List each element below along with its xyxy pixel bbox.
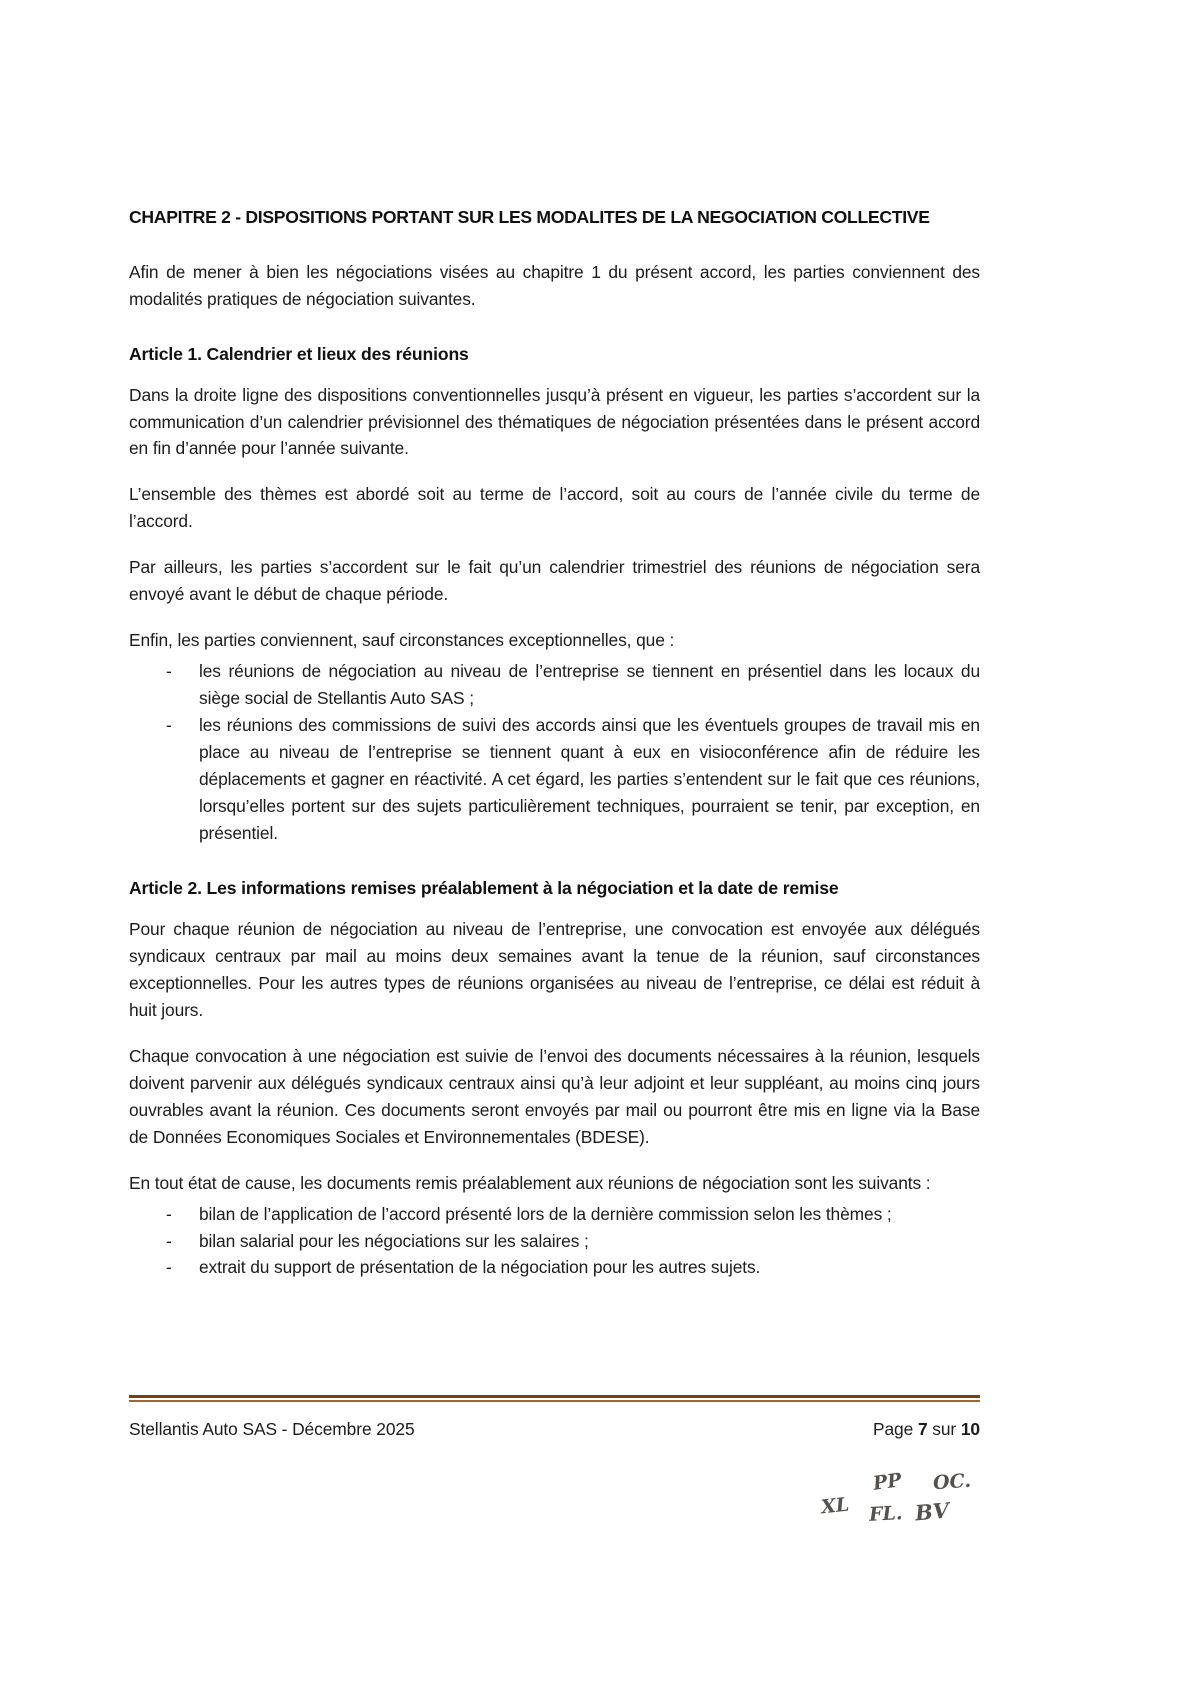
dash-marker: - xyxy=(166,661,172,682)
article-2-list-intro: En tout état de cause, les documents remis préalablement aux réunions de négociation sont les suivants : xyxy=(129,1172,931,1193)
handwritten-initial-fl: FL. xyxy=(868,1502,904,1526)
list-item-text: les réunions de négociation au niveau de l’entreprise se tiennent en présentiel dans les locaux du siège social de Stellantis Auto SAS ; xyxy=(199,661,980,709)
handwritten-initial-xl: XL xyxy=(819,1493,851,1519)
footer-company-date: Stellantis Auto SAS - Décembre 2025 xyxy=(129,1419,415,1439)
article-2-paragraph-1: Pour chaque réunion de négociation au niveau de l’entreprise, une convocation est envoyée aux délégués syndicaux centraux par mail au moins deux semaines avant la tenue de la réunion, sauf circonstances exceptionnelles. Pour les autres types de réunions organisées au niveau de l’entreprise, ce délai est réduit à huit jours. xyxy=(129,918,980,1020)
article-1-list xyxy=(129,658,980,847)
handwritten-initials-annotation xyxy=(815,1455,1045,1545)
footer-rule-light xyxy=(129,1400,980,1402)
footer-total-pages: 10 xyxy=(960,1419,980,1439)
footer-page-number: 7 xyxy=(917,1419,928,1439)
footer-of-label: sur xyxy=(932,1419,957,1439)
dash-marker: - xyxy=(166,1257,172,1278)
dash-marker: - xyxy=(166,715,172,736)
list-item-text: bilan salarial pour les négociations sur les salaires ; xyxy=(199,1230,589,1251)
list-item xyxy=(129,1254,980,1281)
intro-paragraph: Afin de mener à bien les négociations visées au chapitre 1 du présent accord, les parties conviennent des modalités pratiques de négociation suivantes. xyxy=(129,261,980,309)
list-item xyxy=(129,1201,980,1228)
list-item-text: les réunions des commissions de suivi des accords ainsi que les éventuels groupes de travail mis en place au niveau de l’entreprise se tiennent quant à eux en visioconférence afin de réduire les déplacements et gagner en réactivité. A cet égard, les parties s’entendent sur le fait que ces réunions, lorsqu’elles portent sur des sujets particulièrement techniques, pourraient se tenir, par exception, en présentiel. xyxy=(199,715,980,844)
list-item xyxy=(129,712,980,847)
article-1-list-intro: Enfin, les parties conviennent, sauf circonstances exceptionnelles, que : xyxy=(129,630,675,651)
footer-pagination xyxy=(873,1419,980,1440)
list-item xyxy=(129,658,980,712)
dash-marker: - xyxy=(166,1203,172,1224)
article-1-title: Article 1. Calendrier et lieux des réunions xyxy=(129,343,469,364)
article-2-title: Article 2. Les informations remises préalablement à la négociation et la date de remise xyxy=(129,878,839,899)
article-1-paragraph-2: L’ensemble des thèmes est abordé soit au terme de l’accord, soit au cours de l’année civile du terme de l’accord. xyxy=(129,484,980,532)
chapter-title: CHAPITRE 2 - DISPOSITIONS PORTANT SUR LES MODALITES DE LA NEGOCIATION COLLECTIVE xyxy=(129,207,930,227)
handwritten-initial-bv: BV xyxy=(913,1497,951,1526)
dash-marker: - xyxy=(166,1230,172,1251)
article-1-paragraph-1: Dans la droite ligne des dispositions conventionnelles jusqu’à présent en vigueur, les parties s’accordent sur la communication d’un calendrier prévisionnel des thématiques de négociation présentées dans le présent accord en fin d’année pour l’année suivante. xyxy=(129,384,980,459)
article-2-paragraph-2: Chaque convocation à une négociation est suivie de l’envoi des documents nécessaires à la réunion, lesquels doivent parvenir aux délégués syndicaux centraux ainsi qu’à leur adjoint et leur suppléant, au moins cinq jours ouvrables avant la réunion. Ces documents seront envoyés par mail ou pourront être mis en ligne via la Base de Données Economiques Sociales et Environnementales (BDESE). xyxy=(129,1045,980,1147)
footer-page-label: Page xyxy=(872,1419,914,1439)
list-item-text: extrait du support de présentation de la négociation pour les autres sujets. xyxy=(199,1257,761,1278)
footer-row xyxy=(129,1419,980,1440)
list-item-text: bilan de l’application de l’accord présenté lors de la dernière commission selon les thèmes ; xyxy=(199,1203,892,1224)
handwritten-initial-oc: OC. xyxy=(932,1469,972,1495)
article-1-paragraph-3: Par ailleurs, les parties s’accordent sur le fait qu’un calendrier trimestriel des réunions de négociation sera envoyé avant le début de chaque période. xyxy=(129,557,980,605)
article-2-list xyxy=(129,1201,980,1282)
handwritten-initial-pp: PP xyxy=(871,1469,903,1495)
document-body xyxy=(129,206,980,1300)
list-item xyxy=(129,1228,980,1255)
page-footer xyxy=(129,1395,980,1440)
